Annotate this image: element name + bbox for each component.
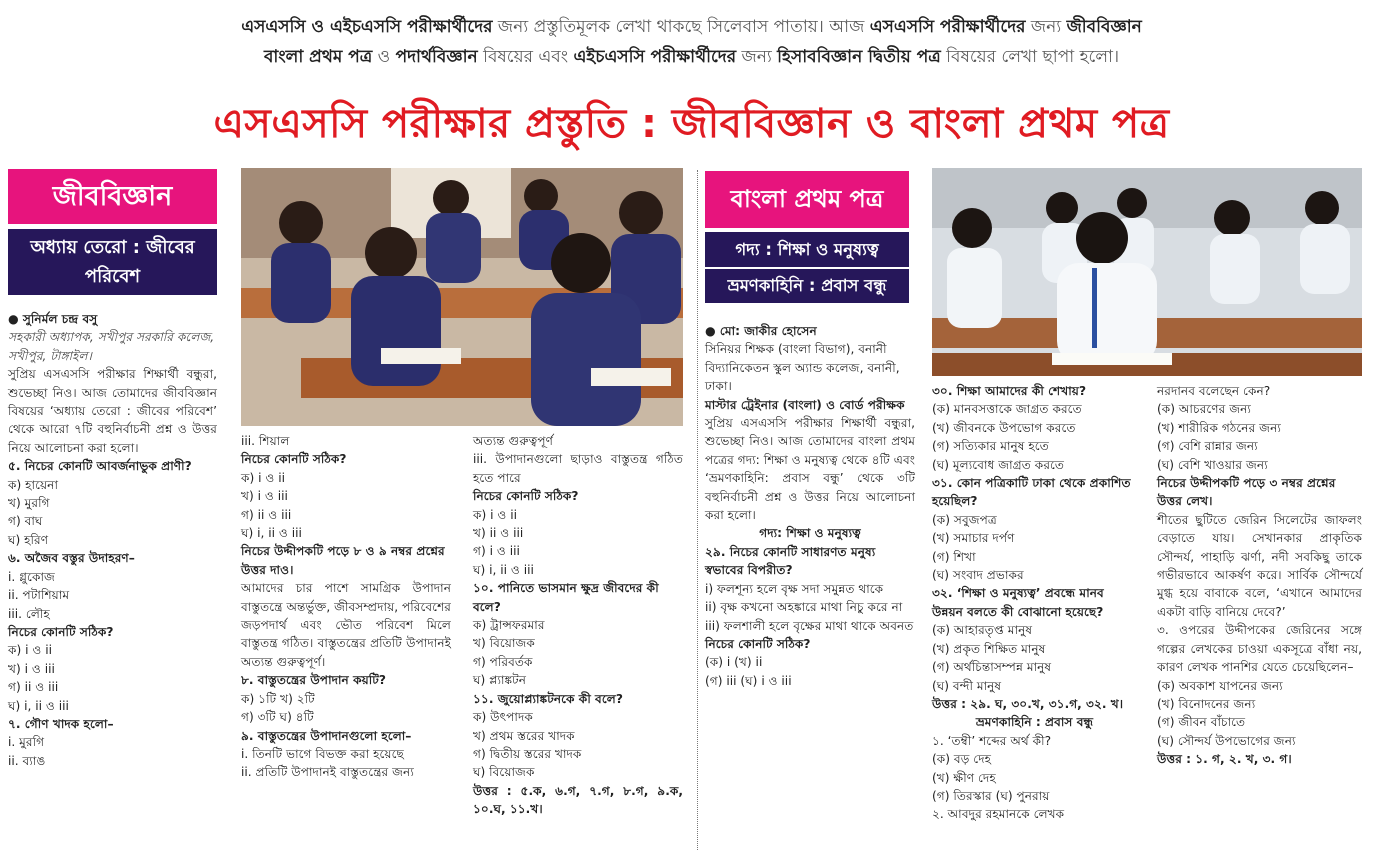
text-line: (খ) জীবনকে উপভোগ করতে bbox=[932, 420, 1076, 435]
text-line: (গ) জীবন বাঁচাতে bbox=[1157, 715, 1246, 730]
text-line: খ) ii ও iii bbox=[473, 526, 524, 541]
text-line: ঘ) i, ii ও iii bbox=[473, 562, 534, 577]
text-line: নিচের কোনটি সঠিক? bbox=[473, 489, 579, 504]
text-line: (গ) iii (ঘ) i ও iii bbox=[705, 673, 792, 688]
intro-run: এইচএসসি পরীক্ষার্থীদের bbox=[573, 47, 737, 67]
intro-run: এসএসসি পরীক্ষার্থীদের bbox=[869, 17, 1026, 37]
page-headline: এসএসসি পরীক্ষার প্রস্তুতি : জীববিজ্ঞান ও বাংলা প্রথম পত্র bbox=[213, 101, 1170, 147]
text-line: (ঘ) সৌন্দর্য উপভোগের জন্য bbox=[1157, 733, 1296, 748]
biology-column-3 bbox=[473, 432, 683, 819]
intro-run: বিষয়ের লেখা ছাপা হলো। bbox=[940, 47, 1120, 67]
text-line: আমাদের চার পাশে সামগ্রিক উপাদান বাস্তুতন্ত্রে অন্তর্ভুক্ত, জীবসম্প্রদায়, পরিবেশের জড়পদার্থ এবং ভৌত পরিবেশ মিলে বাস্তুতন্ত্র গঠিত। বাস্তুতন্ত্রের প্রতিটি উপাদানই অত্যন্ত গুরুত্বপূর্ণ। bbox=[241, 581, 451, 669]
text-line: ক) ট্রান্সফরমার bbox=[473, 618, 545, 633]
intro-run: বাংলা প্রথম পত্র bbox=[263, 47, 373, 67]
text-line: iii. লৌহ bbox=[8, 606, 50, 621]
text-line: ঘ) হরিণ bbox=[8, 532, 49, 547]
text-line: (ক) আচরণের জন্য bbox=[1157, 402, 1251, 417]
text-line: (গ) সত্যিকার মানুষ হতে bbox=[932, 439, 1049, 454]
text-line: শীতের ছুটিতে জেরিন সিলেটের জাফলং বেড়াতে যায়। সেখানকার প্রাকৃতিক সৌন্দর্য, পাহাড়ি ঝর্ণা, নদী সবকিছু তাকে গভীরভাবে আকর্ষণ করে। সার্বিক সৌন্দর্যে মুগ্ধ হয়ে বাবাকে বলে, ‘এখানে আমাদের একটা বাড়ি বানিয়ে দেবে?’ bbox=[1157, 512, 1362, 619]
text-line: (খ) বিনোদনের জন্য bbox=[1157, 696, 1256, 711]
text-line: গ) i ও iii bbox=[473, 544, 520, 559]
text-line: ১১. জুয়োপ্ল্যাঙ্কটনকে কী বলে? bbox=[473, 691, 623, 706]
text-line: গদ্য: শিক্ষা ও মনুষ্যত্ব bbox=[759, 526, 861, 541]
text-line: নরদানব বলেছেন কেন? bbox=[1157, 384, 1271, 398]
text-line: ৩১. কোন পত্রিকাটি ঢাকা থেকে প্রকাশিত হয়েছিল? bbox=[932, 476, 1131, 509]
text-line: ● মো: জাকীর হোসেন bbox=[705, 324, 817, 338]
bangla-column-2 bbox=[932, 382, 1137, 824]
text-line: নিচের কোনটি সঠিক? bbox=[705, 636, 811, 651]
text-line: উত্তর : ৫.ক, ৬.গ, ৭.গ, ৮.গ, ৯.ক, ১০.ঘ, ১১.খ। bbox=[473, 783, 683, 817]
text-line: iii. শিয়াল bbox=[241, 434, 290, 448]
text-line: ক) উৎপাদক bbox=[473, 710, 533, 725]
text-line: ১. ‘তম্বী’ শব্দের অর্থ কী? bbox=[932, 733, 1052, 748]
text-line: ঘ) i, ii ও iii bbox=[8, 698, 69, 713]
text-line: খ) বিয়োজক bbox=[473, 636, 535, 651]
biology-column-1 bbox=[8, 310, 217, 770]
text-line: iii) ফলশালী হলে বৃক্ষের মাথা থাকে অবনত bbox=[705, 618, 914, 633]
text-line: ii. পটাশিয়াম bbox=[8, 588, 70, 603]
text-line: (ঘ) বন্দী মানুষ bbox=[932, 678, 1002, 693]
text-line: (ক) আহারতৃপ্ত মানুষ bbox=[932, 623, 1033, 638]
text-line: গ) পরিবর্তক bbox=[473, 654, 533, 669]
text-line: ১০. পানিতে ভাসমান ক্ষুদ্র জীবদের কী বলে? bbox=[473, 581, 659, 614]
text-line: সুপ্রিয় এসএসসি পরীক্ষার শিক্ষার্থী বন্ধুরা, শুভেচ্ছা নিও। আজ তোমাদের বাংলা প্রথম পত্রের গদ্য: শিক্ষা ও মনুষ্যত্ব থেকে ৪টি এবং ‘ভ্রমণকাহিনি: প্রবাস বন্ধু’ থেকে ৩টি বহুনির্বাচনী প্রশ্ন ও উত্তর নিয়ে আলোচনা করা হলো। bbox=[705, 416, 915, 523]
text-line: ● সুনির্মল চন্দ্র বসু bbox=[8, 312, 98, 326]
biology-tag: জীববিজ্ঞান bbox=[8, 169, 217, 224]
text-line: খ) i ও iii bbox=[8, 661, 55, 676]
text-line: ঘ) বিয়োজক bbox=[473, 765, 535, 780]
text-line: গ) দ্বিতীয় স্তরের খাদক bbox=[473, 746, 582, 761]
intro-run: জীববিজ্ঞান bbox=[1066, 17, 1142, 37]
text-line: ২৯. নিচের কোনটি সাধারণত মনুষ্য স্বভাবের বিপরীত? bbox=[705, 544, 876, 578]
intro-run: জন্য প্রস্তুতিমূলক লেখা থাকছে সিলেবাস পাতায়। আজ bbox=[492, 17, 870, 37]
text-line: ক) i ও ii bbox=[241, 470, 286, 485]
text-line: সিনিয়র শিক্ষক (বাংলা বিভাগ), বনানী বিদ্যানিকেতন স্কুল অ্যান্ড কলেজ, বনানী, ঢাকা। bbox=[705, 342, 900, 394]
bangla-tag: বাংলা প্রথম পত্র bbox=[705, 171, 909, 228]
text-line: (ক) সবুজপত্র bbox=[932, 512, 997, 527]
text-line: ৬. অজৈব বস্তুর উদাহরণ– bbox=[8, 551, 135, 566]
text-line: i. মুরগি bbox=[8, 735, 45, 750]
text-line: (ক) বড় দেহ bbox=[932, 752, 992, 767]
text-line: (ঘ) সংবাদ প্রভাকর bbox=[932, 568, 1024, 583]
intro-run: পদার্থবিজ্ঞান bbox=[395, 47, 478, 67]
text-line: খ) প্রথম স্তরের খাদক bbox=[473, 728, 575, 743]
text-line: ঘ) প্ল্যাঙ্কটন bbox=[473, 673, 527, 688]
text-line: (ক) মানবসত্তাকে জাগ্রত করতে bbox=[932, 402, 1082, 417]
bangla-column-3 bbox=[1157, 382, 1362, 769]
text-line: গ) বাঘ bbox=[8, 514, 43, 529]
text-line: নিচের উদ্দীপকটি পড়ে ৮ ও ৯ নম্বর প্রশ্নের উত্তর দাও। bbox=[241, 544, 445, 577]
text-line: ঘ) i, ii ও iii bbox=[241, 526, 302, 541]
text-line: গ) ৩টি ঘ) ৪টি bbox=[241, 710, 314, 725]
text-line: (খ) ক্ষীণ দেহ bbox=[932, 770, 996, 785]
text-line: মাস্টার ট্রেইনার (বাংলা) ও বোর্ড পরীক্ষক bbox=[705, 397, 905, 412]
text-line: নিচের কোনটি সঠিক? bbox=[8, 624, 114, 639]
text-line: ৩০. শিক্ষা আমাদের কী শেখায়? bbox=[932, 384, 1087, 398]
intro-run: হিসাববিজ্ঞান দ্বিতীয় পত্র bbox=[777, 47, 941, 67]
text-line: (খ) সমাচার দর্পণ bbox=[932, 531, 1015, 546]
column-divider bbox=[697, 170, 698, 850]
text-line: (খ) প্রকৃত শিক্ষিত মানুষ bbox=[932, 641, 1046, 656]
text-line: গ) ii ও iii bbox=[8, 680, 59, 695]
text-line: ক) i ও ii bbox=[8, 643, 53, 658]
text-line: ভ্রমণকাহিনি : প্রবাস বন্ধু bbox=[975, 715, 1094, 730]
text-line: (খ) শারীরিক গঠনের জন্য bbox=[1157, 420, 1281, 435]
text-line: ৮. বাস্তুতন্ত্রের উপাদান কয়টি? bbox=[241, 673, 386, 688]
text-line: অত্যন্ত গুরুত্বপূর্ণ bbox=[473, 434, 553, 448]
text-line: নিচের উদ্দীপকটি পড়ে ৩ নম্বর প্রশ্নের উত্তর লেখ। bbox=[1157, 476, 1336, 509]
biology-column-2 bbox=[241, 432, 451, 782]
text-line: ২. আবদুর রহমানকে লেখক bbox=[932, 807, 1065, 822]
text-line: ii) বৃক্ষ কখনো অহঙ্কারে মাথা নিচু করে না bbox=[705, 600, 903, 615]
text-line: ৯. বাস্তুতন্ত্রের উপাদানগুলো হলো– bbox=[241, 728, 412, 743]
intro-run: ও bbox=[372, 47, 396, 67]
text-line: (গ) অর্থচিন্তাসম্পন্ন মানুষ bbox=[932, 660, 1052, 675]
text-line: ii. ব্যাঙ bbox=[8, 753, 46, 768]
text-line: (গ) বেশি রান্নার জন্য bbox=[1157, 439, 1258, 454]
text-line: উত্তর : ২৯. ঘ, ৩০.খ, ৩১.গ, ৩২. খ। bbox=[932, 696, 1124, 711]
text-line: i) ফলশূন্য হলে বৃক্ষ সদা সমুন্নত থাকে bbox=[705, 581, 884, 596]
bangla-subtitle-prose: গদ্য : শিক্ষা ও মনুষ্যত্ব bbox=[705, 232, 909, 267]
exam-hall-photo-2 bbox=[932, 168, 1362, 376]
intro-run: এসএসসি ও এইচএসসি পরীক্ষার্থীদের bbox=[241, 17, 493, 37]
text-line: ৩২. ‘শিক্ষা ও মনুষ্যত্ব’ প্রবন্ধে মানব উন্নয়ন বলতে কী বোঝানো হয়েছে? bbox=[932, 586, 1104, 619]
intro-line-1 bbox=[0, 12, 1383, 42]
text-line: ৫. নিচের কোনটি আবর্জনাভুক প্রাণী? bbox=[8, 459, 192, 474]
text-line: নিচের কোনটি সঠিক? bbox=[241, 452, 347, 467]
intro-line-2 bbox=[0, 42, 1383, 72]
bangla-subtitle-travel: ভ্রমণকাহিনি : প্রবাস বন্ধু bbox=[705, 269, 909, 303]
intro-run: বিষয়ের এবং bbox=[477, 47, 574, 67]
text-line: ৩. ওপরের উদ্দীপকের জেরিনের সঙ্গে গল্পের লেখকের চাওয়া একসূত্রে বাঁধা নয়, কারণ লেখক পানশির যেতে চেয়েছিলেন– bbox=[1157, 623, 1362, 675]
text-line: সহকারী অধ্যাপক, সখীপুর সরকারি কলেজ, সখীপুর, টাঙ্গাইল। bbox=[8, 330, 215, 363]
text-line: (গ) তিরস্কার (ঘ) পুনরায় bbox=[932, 788, 1050, 803]
exam-hall-photo-1 bbox=[241, 168, 683, 426]
text-line: সুপ্রিয় এসএসসি পরীক্ষার শিক্ষার্থী বন্ধুরা, শুভেচ্ছা নিও। আজ তোমাদের জীববিজ্ঞান বিষয়ের ‘অধ্যায় তেরো : জীবের পরিবেশ’ থেকে আরো ৭টি বহুনির্বাচনী প্রশ্ন ও উত্তর নিয়ে আলোচনা করা হলো। bbox=[8, 367, 217, 455]
text-line: খ) i ও iii bbox=[241, 489, 288, 504]
text-line: ii. প্রতিটি উপাদানই বাস্তুতন্ত্রের জন্য bbox=[241, 765, 414, 780]
text-line: iii. উপাদানগুলো ছাড়াও বাস্তুতন্ত্র গঠিত হতে পারে bbox=[473, 452, 683, 485]
text-line: (গ) শিখা bbox=[932, 549, 976, 564]
text-line: (ঘ) বেশি খাওয়ার জন্য bbox=[1157, 457, 1268, 472]
biology-chapter-title: অধ্যায় তেরো : জীবের পরিবেশ bbox=[8, 229, 217, 295]
text-line: ৭. গৌণ খাদক হলো– bbox=[8, 716, 114, 731]
text-line: ক) হায়েনা bbox=[8, 477, 58, 492]
intro-text bbox=[0, 12, 1383, 72]
text-line: ক) ১টি খ) ২টি bbox=[241, 691, 315, 706]
text-line: (ক) i (খ) ii bbox=[705, 655, 763, 670]
text-line: (ঘ) মূল্যবোধ জাগ্রত করতে bbox=[932, 457, 1065, 472]
text-line: i. তিনটি ভাগে বিভক্ত করা হয়েছে bbox=[241, 746, 404, 761]
intro-run: জন্য bbox=[736, 47, 778, 67]
text-line: ক) i ও ii bbox=[473, 507, 518, 522]
text-line: উত্তর : ১. গ, ২. খ, ৩. গ। bbox=[1157, 752, 1292, 767]
text-line: খ) মুরগি bbox=[8, 496, 50, 511]
text-line: গ) ii ও iii bbox=[241, 507, 292, 522]
intro-run: জন্য bbox=[1025, 17, 1067, 37]
bangla-column-1 bbox=[705, 322, 915, 690]
text-line: (ক) অবকাশ যাপনের জন্য bbox=[1157, 678, 1283, 693]
text-line: i. গ্লুকোজ bbox=[8, 569, 55, 584]
